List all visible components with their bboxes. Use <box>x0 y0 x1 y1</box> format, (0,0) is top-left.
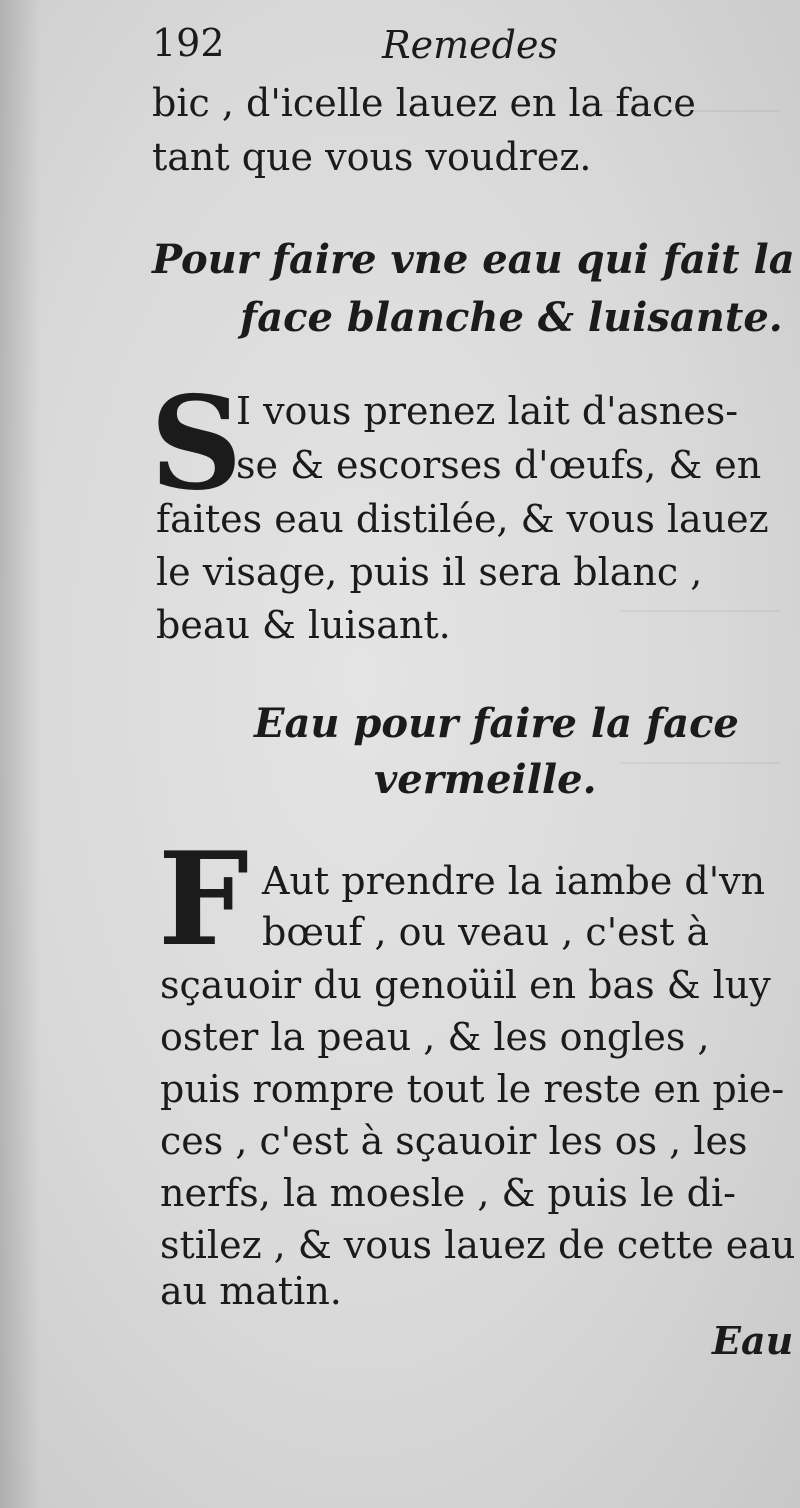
text-line: nerfs, la moesle , & puis le di- <box>160 1171 736 1215</box>
text-line-content: bic , d'icelle lauez en la face <box>152 81 696 125</box>
section-heading-line: Pour faire vne eau qui fait la <box>152 236 795 283</box>
text-line: le visage, puis il sera blanc , <box>156 550 703 594</box>
running-title: Remedes <box>382 23 558 67</box>
text-line: sçauoir du genoüil en bas & luy <box>160 963 771 1007</box>
page-number: 192 <box>152 21 225 65</box>
page-edge-shadow <box>0 0 40 1508</box>
text-line: bœuf , ou veau , c'est à <box>262 910 710 954</box>
catchword: Eau <box>712 1318 794 1363</box>
text-line: stilez , & vous lauez de cette eau <box>160 1223 796 1267</box>
section-heading-line: face blanche & luisante. <box>240 294 783 341</box>
text-line: I vous prenez lait d'asnes- <box>236 389 739 433</box>
section-heading-line: vermeille. <box>374 756 597 803</box>
text-line: beau & luisant. <box>156 603 451 647</box>
text-line: Aut prendre la iambe d'vn <box>262 859 766 903</box>
text-line: tant que vous voudrez. <box>152 135 592 179</box>
text-line: faites eau distilée, & vous lauez <box>156 497 769 541</box>
text-line: se & escorses d'œufs, & en <box>236 443 762 487</box>
text-line: oster la peau , & les ongles , <box>160 1015 710 1059</box>
text-line: au matin. <box>160 1269 342 1313</box>
drop-cap: F <box>158 825 249 975</box>
text-line: ces , c'est à sçauoir les os , les <box>160 1119 748 1163</box>
section-heading-line: Eau pour faire la face <box>254 700 739 747</box>
drop-cap: S <box>150 369 243 519</box>
text-line <box>152 81 778 125</box>
text-line: puis rompre tout le reste en pie- <box>160 1067 785 1111</box>
